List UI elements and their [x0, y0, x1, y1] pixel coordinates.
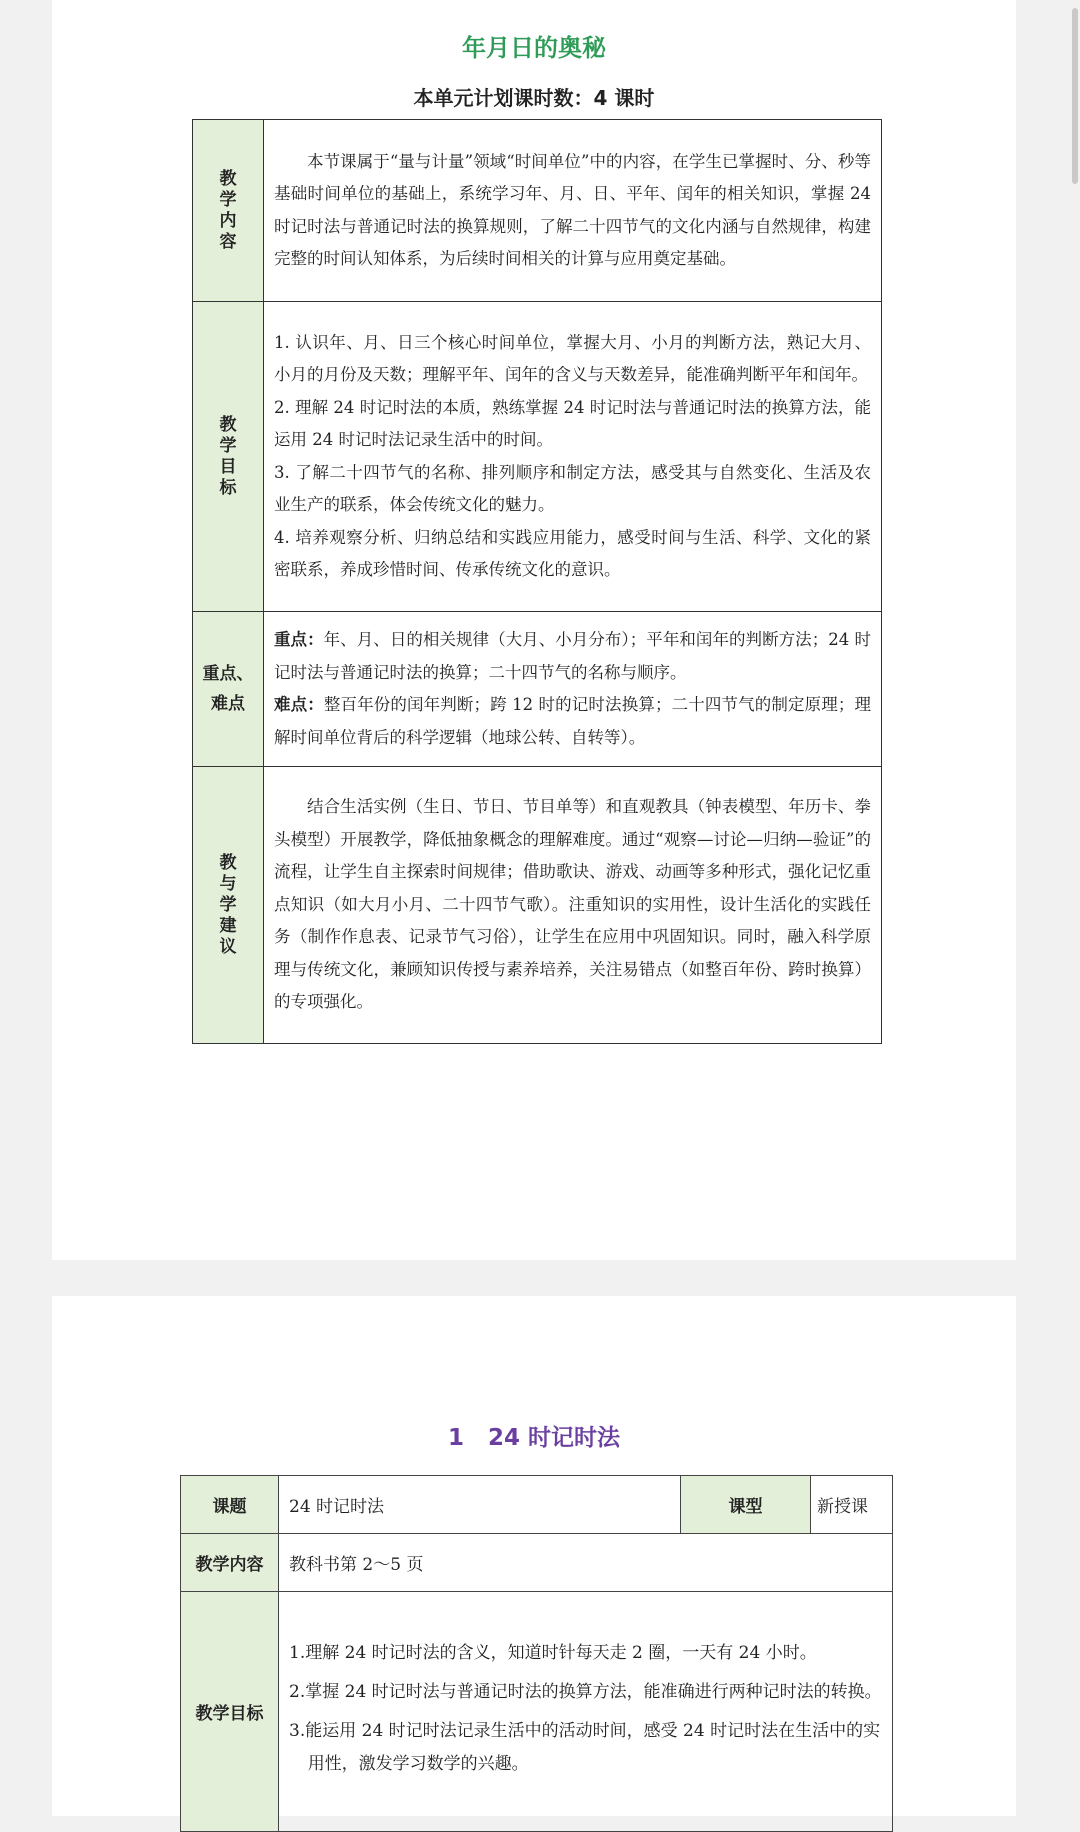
label-char: 学	[219, 435, 237, 456]
goal-item: 2. 理解 24 时记时法的本质，熟练掌握 24 时记时法与普通记时法的换算方法，能运用 24 时记时法记录生活中的时间。	[274, 397, 871, 449]
label-char: 与	[219, 873, 237, 894]
goal-item: 1.理解 24 时记时法的含义，知道时针每天走 2 圈，一天有 24 小时。	[289, 1642, 817, 1663]
table-row	[193, 120, 882, 302]
topic-label: 课题	[181, 1476, 279, 1534]
label-char: 教	[219, 414, 237, 435]
content-label: 教学内容	[181, 1534, 279, 1592]
lesson-heading	[52, 1419, 1016, 1452]
label-char: 议	[219, 936, 237, 957]
label-line: 难点	[211, 694, 245, 714]
goal-item: 3.能运用 24 时记时法记录生活中的活动时间，感受 24 时记时法在生活中的实用性，激发学习数学的兴趣。	[289, 1720, 881, 1774]
teaching-content-text: 本节课属于“量与计量”领域“时间单位”中的内容，在学生已掌握时、分、秒等基础时间单位的基础上，系统学习年、月、日、平年、闰年的相关知识，掌握 24 时记时法与普通记时法的换算规则，了解二十四节气的文化内涵与自然规律，构建完整的时间认知体系，为后续时间相关的计算与应用奠定基础。	[274, 151, 871, 268]
label-char: 建	[219, 915, 237, 936]
label-line: 重点、	[202, 664, 254, 684]
unit-plan-table	[192, 119, 882, 1044]
goals-label: 教学目标	[181, 1592, 279, 1832]
row-label-teaching-goals	[193, 302, 264, 612]
lesson-number: 1	[447, 1425, 464, 1451]
teaching-content-cell	[264, 120, 882, 302]
label-char: 目	[219, 456, 237, 477]
row-label-key-difficult	[193, 612, 264, 767]
document-page-1	[52, 0, 1016, 1260]
key-text: 年、月、日的相关规律（大月、小月分布）；平年和闰年的判断方法；24 时记时法与普通记时法的换算；二十四节气的名称与顺序。	[274, 630, 871, 682]
goal-item: 2.掌握 24 时记时法与普通记时法的换算方法，能准确进行两种记时法的转换。	[289, 1681, 882, 1702]
key-label: 重点：	[274, 630, 324, 649]
content-value: 教科书第 2～5 页	[279, 1534, 893, 1592]
type-label: 课型	[681, 1476, 811, 1534]
table-row	[181, 1592, 893, 1832]
vertical-scrollbar[interactable]	[1070, 0, 1080, 1799]
key-points	[274, 624, 871, 689]
teaching-suggestions-cell	[264, 767, 882, 1044]
unit-subtitle: 本单元计划课时数：4 课时	[413, 86, 655, 110]
table-row	[193, 767, 882, 1044]
teaching-suggestions-text: 结合生活实例（生日、节日、节目单等）和直观教具（钟表模型、年历卡、拳头模型）开展教学，降低抽象概念的理解难度。通过“观察—讨论—归纳—验证”的流程，让学生自主探索时间规律；借助歌诀、游戏、动画等多种形式，强化记忆重点知识（如大月小月、二十四节气歌）。注重知识的实用性，设计生活化的实践任务（制作作息表、记录节气习俗），让学生在应用中巩固知识。同时，融入科学原理与传统文化，兼顾知识传授与素养培养，关注易错点（如整百年份、跨时换算）的专项强化。	[274, 797, 871, 1012]
goal-item: 3. 了解二十四节气的名称、排列顺序和制定方法，感受其与自然变化、生活及农业生产的联系，体会传统文化的魅力。	[274, 462, 871, 514]
scrollbar-thumb[interactable]	[1072, 8, 1078, 184]
goal-item: 4. 培养观察分析、归纳总结和实践应用能力，感受时间与生活、科学、文化的紧密联系，养成珍惜时间、传承传统文化的意识。	[274, 527, 871, 579]
unit-title: 年月日的奥秘	[462, 34, 606, 62]
row-label-teaching-suggestions	[193, 767, 264, 1044]
table-row	[193, 302, 882, 612]
table-row	[181, 1476, 893, 1534]
document-page-2	[52, 1296, 1016, 1816]
label-char: 内	[219, 210, 237, 231]
topic-value: 24 时记时法	[279, 1476, 681, 1534]
teaching-goals-cell	[264, 302, 882, 612]
label-char: 学	[219, 894, 237, 915]
label-char: 教	[219, 852, 237, 873]
goals-cell	[279, 1592, 893, 1832]
table-row	[193, 612, 882, 767]
label-char: 容	[219, 231, 237, 252]
label-char: 标	[219, 477, 237, 498]
difficulty-label: 难点：	[274, 695, 324, 714]
row-label-teaching-content	[193, 120, 264, 302]
difficulty-text: 整百年份的闰年判断；跨 12 时的记时法换算；二十四节气的制定原理；理解时间单位背后的科学逻辑（地球公转、自转等）。	[274, 695, 871, 747]
type-value: 新授课	[811, 1476, 893, 1534]
label-char: 教	[219, 168, 237, 189]
key-difficult-cell	[264, 612, 882, 767]
goal-item: 1. 认识年、月、日三个核心时间单位，掌握大月、小月的判断方法，熟记大月、小月的月份及天数；理解平年、闰年的含义与天数差异，能准确判断平年和闰年。	[274, 332, 871, 384]
label-char: 学	[219, 189, 237, 210]
lesson-plan-table	[180, 1475, 893, 1832]
difficult-points	[274, 689, 871, 754]
lesson-title: 24 时记时法	[488, 1425, 621, 1451]
table-row	[181, 1534, 893, 1592]
